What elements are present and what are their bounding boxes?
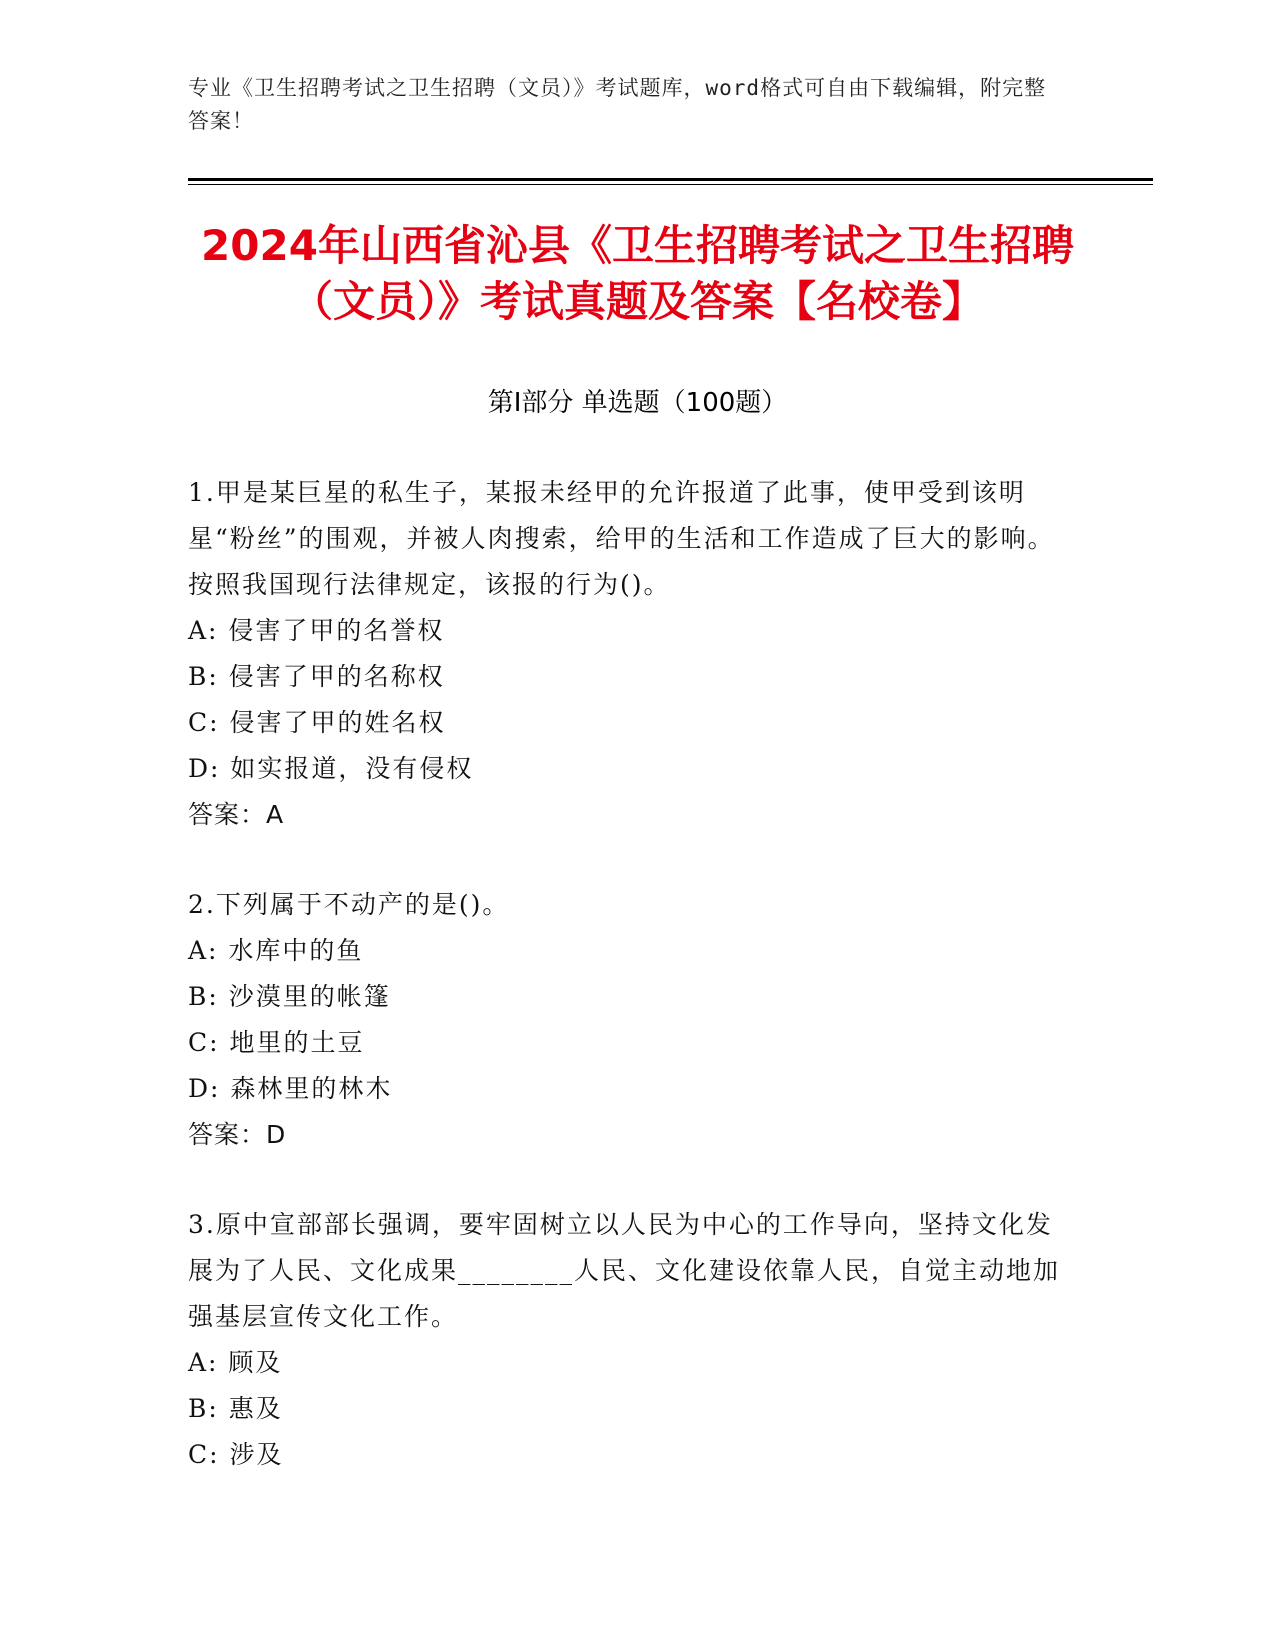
question-3 [188,1202,1068,1478]
question-list [188,470,1068,1522]
option-c: C: 涉及 [188,1440,284,1469]
option-b: B: 侵害了甲的名称权 [188,662,445,691]
option-a: A: 水库中的鱼 [188,936,364,965]
question-stem: 3.原中宣部部长强调，要牢固树立以人民为中心的工作导向，坚持文化发展为了人民、文化成果________人民、文化建设依靠人民，自觉主动地加强基层宣传文化工作。 [188,1210,1061,1331]
question-1 [188,470,1068,838]
option-a: A: 侵害了甲的名誉权 [188,616,445,645]
option-b: B: 惠及 [188,1394,283,1423]
option-d: D: 森林里的林木 [188,1074,393,1103]
question-2 [188,882,1068,1158]
option-c: C: 地里的土豆 [188,1028,365,1057]
header-note: 专业《卫生招聘考试之卫生招聘（文员）》考试题库，word格式可自由下载编辑，附完整答案！ [188,76,1047,133]
answer-label: 答案：A [188,800,285,829]
option-b: B: 沙漠里的帐篷 [188,982,391,1011]
header-rule-thin [188,184,1153,185]
question-stem: 2.下列属于不动产的是()。 [188,890,510,919]
option-d: D: 如实报道，没有侵权 [188,754,474,783]
option-c: C: 侵害了甲的姓名权 [188,708,446,737]
answer-label: 答案：D [188,1120,287,1149]
question-stem: 1.甲是某巨星的私生子，某报未经甲的允许报道了此事，使甲受到该明星“粉丝”的围观，并被人肉搜索，给甲的生活和工作造成了巨大的影响。按照我国现行法律规定，该报的行为()。 [188,478,1055,599]
section-heading: 第Ⅰ部分 单选题（100题） [487,388,788,418]
option-a: A: 顾及 [188,1348,283,1377]
document-title: 2024年山西省沁县《卫生招聘考试之卫生招聘（文员）》考试真题及答案【名校卷】 [201,221,1074,326]
header-rule-thick [188,178,1153,181]
